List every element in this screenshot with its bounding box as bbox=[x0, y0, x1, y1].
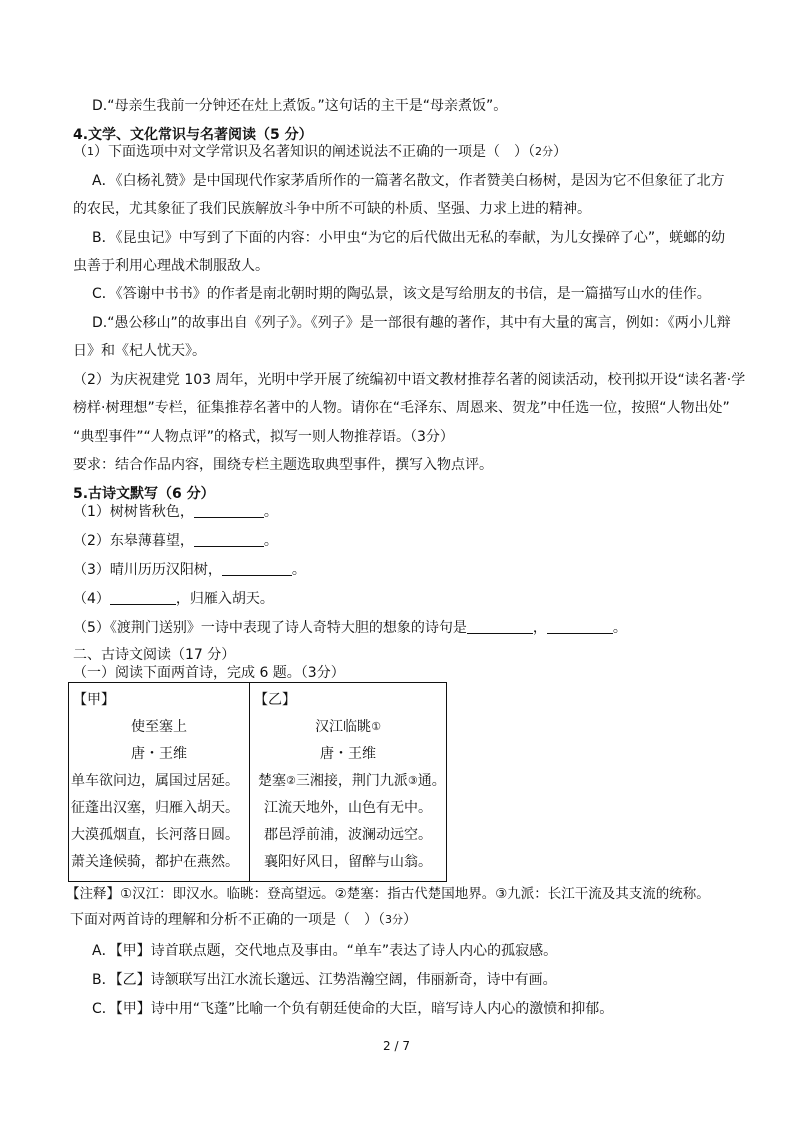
poem-line: 郡邑浮前浦，波澜动远空。 bbox=[264, 827, 432, 843]
answer-blank[interactable] bbox=[547, 619, 613, 634]
q4-option-b-cont: 虫善于利用心理战术制服敌人。 bbox=[73, 258, 269, 274]
q5-item-1 bbox=[73, 502, 278, 522]
item-end: 。 bbox=[291, 562, 306, 578]
q4-option-d bbox=[92, 313, 731, 333]
option-label: D. bbox=[92, 315, 108, 331]
q5-item-4 bbox=[73, 589, 274, 609]
q6-score: 3分 bbox=[385, 913, 403, 926]
footnote-mark: ① bbox=[371, 720, 381, 733]
answer-blank[interactable] bbox=[194, 503, 264, 518]
answer-blank[interactable] bbox=[110, 590, 176, 605]
poem-line: 襄阳好风日，留醉与山翁。 bbox=[264, 854, 432, 870]
q4-sub1-text: ）下面选项中对文学常识及名著知识的阐述说法不正确的一项是（ ）（ bbox=[94, 144, 535, 160]
poem-line: 江流天地外，山色有无中。 bbox=[264, 800, 432, 816]
option-text: “愚公移山”的故事出自《列子》。《列子》是一部很有趣的著作，其中有大量的寓言，例如：《两小儿辩 bbox=[107, 315, 731, 331]
answer-blank[interactable] bbox=[194, 532, 264, 547]
item-end: 。 bbox=[263, 504, 278, 520]
q4-option-b bbox=[92, 228, 725, 248]
answer-blank[interactable] bbox=[467, 619, 533, 634]
poem-tag: 【乙】 bbox=[254, 692, 296, 708]
q4-sub1-suffix: ） bbox=[553, 144, 567, 160]
option-text: 《昆虫记》中写到了下面的内容：小甲虫“为它的后代做出无私的奉献，为儿女操碎了心”，蜣螂的幼 bbox=[115, 230, 726, 246]
item-end: ，归雁入胡天。 bbox=[175, 591, 274, 607]
q6-stem-text: 下面对两首诗的理解和分析不正确的一项是（ ）（ bbox=[70, 912, 385, 928]
q5-header: 5.古诗文默写（6 分） bbox=[73, 486, 215, 502]
q5-item-2 bbox=[73, 531, 278, 551]
poem-tag: 【甲】 bbox=[73, 692, 115, 708]
q5-item-5 bbox=[73, 618, 627, 638]
item-text: （4） bbox=[73, 591, 110, 607]
item-text: （2）东皋薄暮望， bbox=[73, 533, 194, 549]
footnote-mark: ② bbox=[286, 774, 296, 787]
item-mid: ， bbox=[532, 620, 547, 636]
poem-author: 唐・王维 bbox=[131, 746, 187, 762]
option-text: 《答谢中书书》的作者是南北朝时期的陶弘景，该文是写给朋友的书信，是一篇描写山水的佳作。 bbox=[115, 286, 711, 302]
footnote-mark: ③ bbox=[407, 774, 418, 787]
q5-item-3 bbox=[73, 560, 306, 580]
q6-stem-end: ） bbox=[403, 912, 417, 928]
poem-line: 大漠孤烟直，长河落日圆。 bbox=[71, 827, 239, 843]
option-label: A． bbox=[92, 943, 116, 959]
poem-jia bbox=[69, 683, 250, 881]
poem-yi bbox=[250, 683, 446, 881]
q4-sub2-line3: “典型事件”“人物点评”的格式，拟写一则人物推荐语。（3分） bbox=[73, 429, 454, 445]
q4-sub1-question bbox=[73, 142, 567, 162]
q4-sub1-prefix: （ bbox=[73, 144, 87, 160]
poem-title: 使至塞上 bbox=[131, 719, 187, 735]
q4-sub1-num: 1 bbox=[87, 145, 94, 158]
option-text: 【甲】诗中用“飞蓬”比喻一个负有朝廷使命的大臣，暗写诗人内心的激愤和抑郁。 bbox=[115, 1001, 614, 1017]
item-end: 。 bbox=[612, 620, 627, 636]
q4-option-c bbox=[92, 284, 711, 304]
item-end: 。 bbox=[263, 533, 278, 549]
q4-header: 4.文学、文化常识与名著阅读（5 分） bbox=[73, 127, 313, 143]
poem-title-text: 汉江临眺 bbox=[315, 719, 372, 735]
q4-sub2-requirement: 要求：结合作品内容，围绕专栏主题选取典型事件，撰写入物点评。 bbox=[73, 457, 493, 473]
q4-option-a bbox=[92, 171, 725, 191]
q6-option-b bbox=[92, 970, 557, 990]
q4-sub1-score: 2分 bbox=[535, 145, 553, 158]
q6-stem bbox=[70, 910, 417, 930]
option-label: B． bbox=[92, 230, 116, 246]
poem-text: 楚塞 bbox=[258, 773, 286, 789]
option-text: 《白杨礼赞》是中国现代作家茅盾所作的一篇著名散文，作者赞美白杨树，是因为它不但象征了北方 bbox=[115, 173, 725, 189]
item-text: （3）晴川历历汉阳树， bbox=[73, 562, 222, 578]
poem-author: 唐・王维 bbox=[320, 746, 376, 762]
poem-line: 征蓬出汉塞，归雁入胡天。 bbox=[71, 800, 239, 816]
poem-text: 三湘接，荆门九派 bbox=[295, 773, 408, 789]
poems-table bbox=[68, 682, 447, 882]
poem-title bbox=[250, 717, 446, 737]
poem-line: 萧关逢候骑，都护在燕然。 bbox=[71, 854, 239, 870]
answer-blank[interactable] bbox=[222, 561, 292, 576]
poem-text: 通。 bbox=[417, 773, 446, 789]
poem-line: 单车欲问边，属国过居延。 bbox=[71, 773, 239, 789]
option-text: 【乙】诗颔联写出江水流长邈远、江势浩瀚空阔，伟丽新奇，诗中有画。 bbox=[115, 972, 557, 988]
page-number: 2 / 7 bbox=[383, 1039, 410, 1053]
item-text: （1）树树皆秋色， bbox=[73, 504, 194, 520]
option-label: B． bbox=[92, 972, 116, 988]
q4-sub2-line1: （2）为庆祝建党 103 周年，光明中学开展了统编初中语文教材推荐名著的阅读活动，校刊拟开设“读名著·学 bbox=[73, 372, 746, 388]
option-label: C． bbox=[92, 1001, 116, 1017]
option-label: A． bbox=[92, 173, 116, 189]
option-text: 【甲】诗首联点题，交代地点及事由。“单车”表达了诗人内心的孤寂感。 bbox=[115, 943, 558, 959]
poem-line bbox=[258, 771, 446, 791]
q4-option-d-cont: 日》和《杞人忧天》。 bbox=[73, 343, 206, 359]
q4-sub2-line2: 榜样·树理想”专栏，征集推荐名著中的人物。请你在“毛泽东、周恩来、贺龙”中任选一位，按照“人物出处” bbox=[73, 400, 730, 416]
item-text: （5）《渡荆门送别》一诗中表现了诗人奇特大胆的想象的诗句是 bbox=[73, 620, 467, 636]
q6-option-a bbox=[92, 941, 557, 961]
section2-header: 二、古诗文阅读（17 分） bbox=[73, 647, 236, 663]
q4-option-a-cont: 的农民，尤其象征了我们民族解放斗争中所不可缺的朴质、坚强、力求上进的精神。 bbox=[73, 201, 591, 217]
section2-subheader: （一）阅读下面两首诗，完成 6 题。（3分） bbox=[73, 665, 345, 681]
poem-notes: 【注释】①汉江：即汉水。临眺：登高望远。②楚塞：指古代楚国地界。③九派：长江干流及其支流的统称。 bbox=[66, 886, 710, 902]
q6-option-c bbox=[92, 999, 613, 1019]
q3-option-d: D.“母亲生我前一分钟还在灶上煮饭。”这句话的主干是“母亲煮饭”。 bbox=[92, 98, 508, 114]
option-label: C． bbox=[92, 286, 116, 302]
